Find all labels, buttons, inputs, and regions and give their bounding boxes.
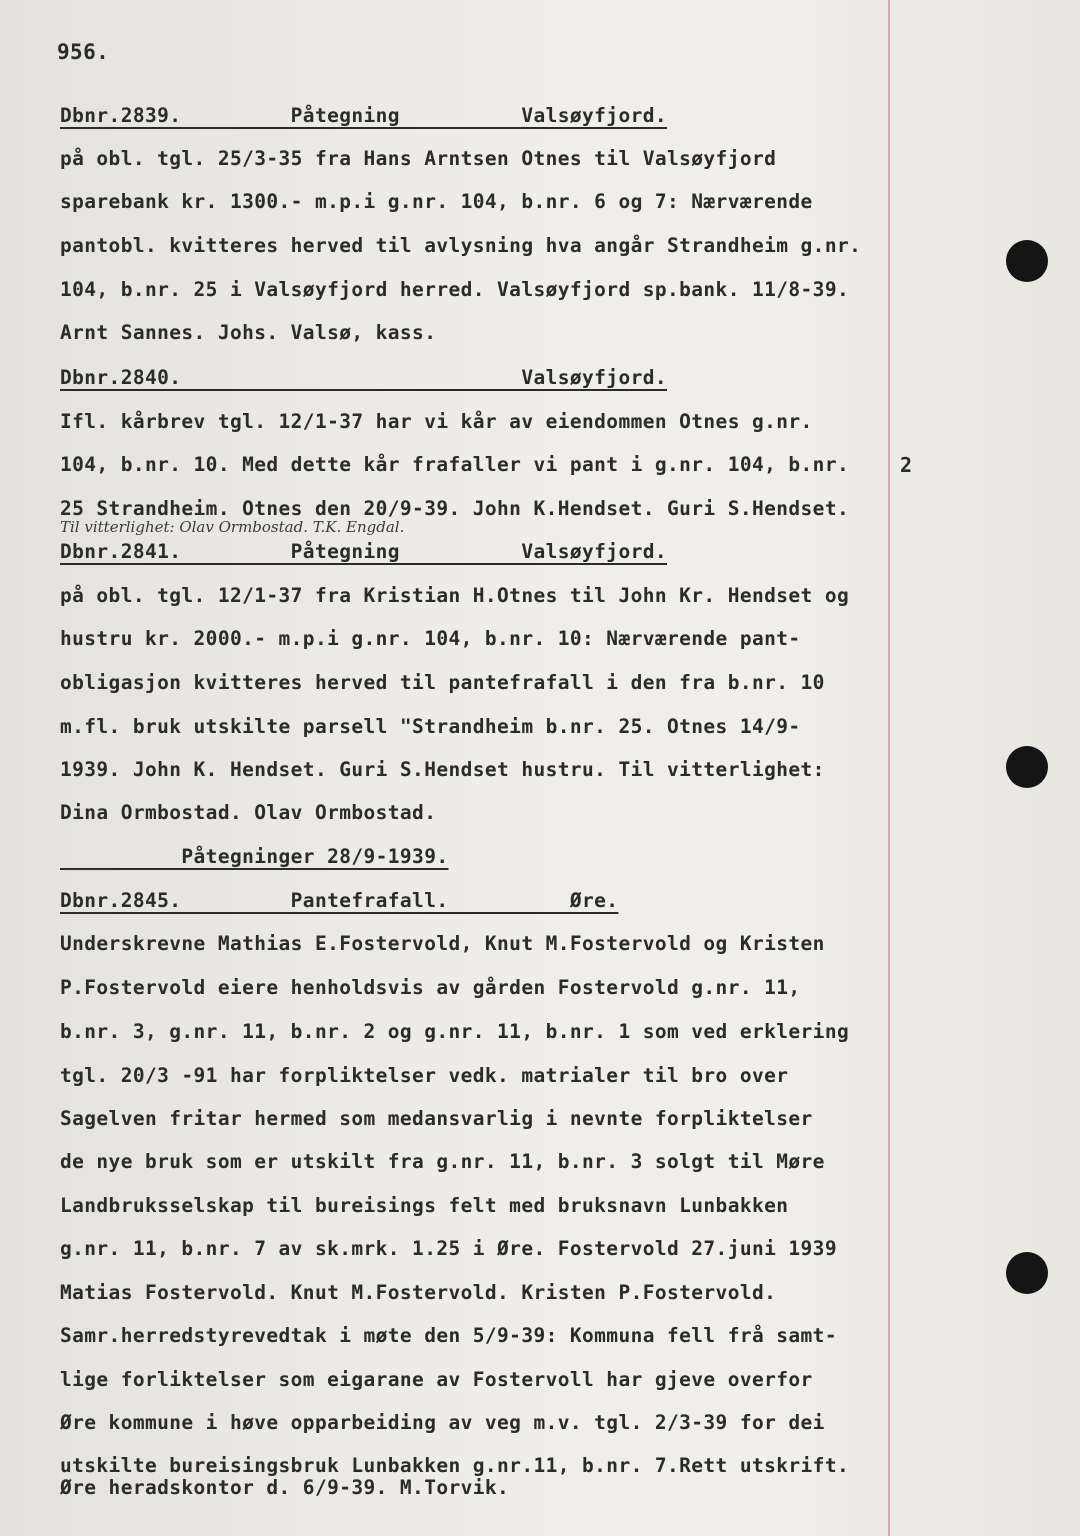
text-line: g.nr. 11, b.nr. 7 av sk.mrk. 1.25 i Øre. Fostervold 27.juni 1939 <box>60 1237 837 1260</box>
text-line: b.nr. 3, g.nr. 11, b.nr. 2 og g.nr. 11, b.nr. 1 som ved erklering <box>60 1020 850 1043</box>
entry-heading-2845: Dbnr.2845. Pantefrafall. Øre. <box>60 889 619 912</box>
text-line: Øre heradskontor d. 6/9-39. M.Torvik. <box>60 1476 510 1499</box>
text-line: 104, b.nr. 25 i Valsøyfjord herred. Valsøyfjord sp.bank. 11/8-39. <box>60 278 850 301</box>
text-line: hustru kr. 2000.- m.p.i g.nr. 104, b.nr. 10: Nærværende pant- <box>60 627 801 650</box>
text-line: lige forliktelser som eigarane av Fostervoll har gjeve overfor <box>60 1368 813 1391</box>
text-line: utskilte bureisingsbruk Lunbakken g.nr.11, b.nr. 7.Rett utskrift. <box>60 1454 850 1477</box>
text-line: de nye bruk som er utskilt fra g.nr. 11, b.nr. 3 solgt til Møre <box>60 1150 825 1173</box>
handwritten-note: Til vitterlighet: Olav Ormbostad. T.K. Engdal. <box>60 518 405 536</box>
text-line: på obl. tgl. 12/1-37 fra Kristian H.Otnes til John Kr. Hendset og <box>60 584 850 607</box>
binder-hole <box>1006 240 1048 282</box>
text-line: 25 Strandheim. Otnes den 20/9-39. John K.Hendset. Guri S.Hendset. <box>60 497 850 520</box>
text-line: 1939. John K. Hendset. Guri S.Hendset hustru. Til vitterlighet: <box>60 758 825 781</box>
entry-heading-2840: Dbnr.2840. Valsøyfjord. <box>60 366 667 389</box>
text-line: P.Fostervold eiere henholdsvis av gården Fostervold g.nr. 11, <box>60 976 801 999</box>
section-heading: Påtegninger 28/9-1939. <box>60 845 449 868</box>
binder-hole <box>1006 746 1048 788</box>
text-line: tgl. 20/3 -91 har forpliktelser vedk. matrialer til bro over <box>60 1064 789 1087</box>
text-line: Landbruksselskap til bureisings felt med bruksnavn Lunbakken <box>60 1194 789 1217</box>
text-line: Ifl. kårbrev tgl. 12/1-37 har vi kår av eiendommen Otnes g.nr. <box>60 410 813 433</box>
text-line: Øre kommune i høve opparbeiding av veg m.v. tgl. 2/3-39 for dei <box>60 1411 825 1434</box>
text-line: sparebank kr. 1300.- m.p.i g.nr. 104, b.nr. 6 og 7: Nærværende <box>60 190 813 213</box>
margin-note: 2 <box>900 453 913 477</box>
text-line: pantobl. kvitteres herved til avlysning hva angår Strandheim g.nr. <box>60 234 862 257</box>
text-line: på obl. tgl. 25/3-35 fra Hans Arntsen Otnes til Valsøyfjord <box>60 147 777 170</box>
entry-heading-2841: Dbnr.2841. Påtegning Valsøyfjord. <box>60 540 667 563</box>
text-line: Arnt Sannes. Johs. Valsø, kass. <box>60 321 437 344</box>
text-line: Dina Ormbostad. Olav Ormbostad. <box>60 801 437 824</box>
entry-heading-2839: Dbnr.2839. Påtegning Valsøyfjord. <box>60 104 667 127</box>
text-line: Samr.herredstyrevedtak i møte den 5/9-39: Kommuna fell frå samt- <box>60 1324 837 1347</box>
text-line: 104, b.nr. 10. Med dette kår frafaller vi pant i g.nr. 104, b.nr. <box>60 453 850 476</box>
page-number: 956. <box>57 40 110 64</box>
margin-rule <box>888 0 890 1536</box>
text-line: m.fl. bruk utskilte parsell "Strandheim b.nr. 25. Otnes 14/9- <box>60 715 801 738</box>
text-line: Sagelven fritar hermed som medansvarlig i nevnte forpliktelser <box>60 1107 813 1130</box>
text-line: Underskrevne Mathias E.Fostervold, Knut M.Fostervold og Kristen <box>60 932 825 955</box>
text-line: obligasjon kvitteres herved til pantefrafall i den fra b.nr. 10 <box>60 671 825 694</box>
binder-hole <box>1006 1252 1048 1294</box>
text-line: Matias Fostervold. Knut M.Fostervold. Kristen P.Fostervold. <box>60 1281 777 1304</box>
